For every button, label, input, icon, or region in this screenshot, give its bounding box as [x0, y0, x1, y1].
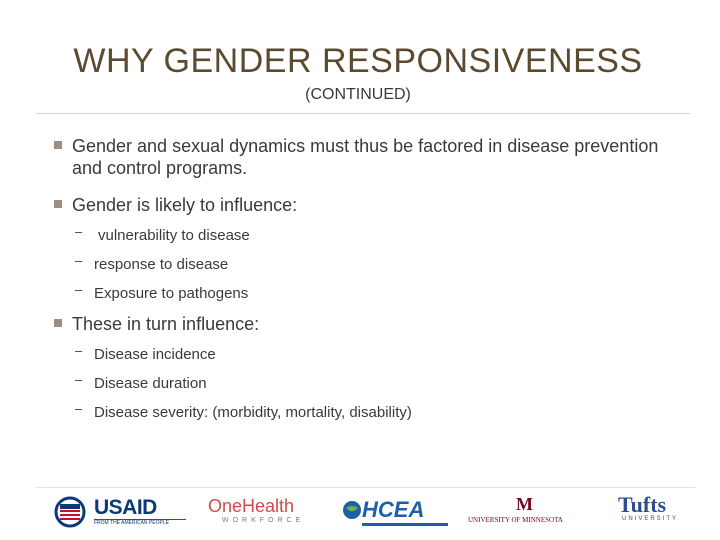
dash-icon: – — [75, 253, 83, 268]
sub-bullet-item — [54, 372, 674, 393]
sub-bullet-item — [54, 343, 674, 364]
globe-icon — [342, 500, 362, 520]
tufts-university-logo — [618, 492, 694, 528]
bullet-item — [54, 135, 674, 179]
usaid-logo — [50, 496, 190, 528]
sub-bullet-text: Disease severity: (morbidity, mortality, disability) — [94, 404, 412, 421]
hcea-logo — [342, 496, 452, 528]
title-divider — [36, 113, 690, 114]
square-bullet-icon — [54, 200, 62, 208]
sub-bullet-item — [54, 282, 674, 303]
bullet-item — [54, 194, 674, 216]
university-of-minnesota-logo — [468, 496, 598, 528]
dash-icon: – — [75, 282, 83, 297]
dash-icon: – — [75, 372, 83, 387]
usaid-seal-icon — [50, 496, 90, 528]
dash-icon: – — [75, 224, 83, 239]
hcea-wordmark: HCEA — [362, 497, 425, 522]
tufts-subtitle: UNIVERSITY — [622, 516, 679, 522]
slide-title: WHY GENDER RESPONSIVENESS — [73, 42, 643, 80]
bullet-list — [54, 135, 674, 422]
bullet-text: These in turn influence: — [72, 314, 260, 334]
square-bullet-icon — [54, 319, 62, 327]
one-health-word-health: Health — [242, 496, 295, 516]
sub-bullet-item — [54, 224, 674, 245]
hcea-underline — [362, 523, 448, 526]
umn-block-m-icon: M — [516, 494, 533, 514]
sub-bullet-item — [54, 401, 674, 422]
sub-bullet-text: Exposure to pathogens — [94, 285, 249, 302]
usaid-wordmark: USAID — [94, 496, 157, 519]
one-health-workforce-logo — [208, 496, 328, 528]
square-bullet-icon — [54, 141, 62, 149]
bullet-item — [54, 313, 674, 335]
bullet-text: Gender is likely to influence: — [72, 195, 298, 215]
bullet-text: Gender and sexual dynamics must thus be factored in disease prevention and control programs. — [72, 136, 659, 178]
sub-bullet-item — [54, 253, 674, 274]
umn-wordmark: UNIVERSITY OF MINNESOTA — [468, 516, 563, 524]
partner-logos-footer — [36, 487, 696, 530]
sub-bullet-text: vulnerability to disease — [98, 227, 250, 244]
one-health-subtitle: WORKFORCE — [222, 517, 305, 524]
tufts-wordmark: Tufts — [618, 492, 667, 517]
slide-subtitle: (CONTINUED) — [305, 86, 411, 103]
sub-bullet-text: Disease incidence — [94, 346, 216, 363]
sub-bullet-text: Disease duration — [94, 375, 207, 392]
usaid-tagline: FROM THE AMERICAN PEOPLE — [94, 519, 186, 526]
dash-icon: – — [75, 343, 83, 358]
one-health-word-one: One — [208, 496, 243, 516]
dash-icon: – — [75, 401, 83, 416]
sub-bullet-text: response to disease — [94, 256, 229, 273]
